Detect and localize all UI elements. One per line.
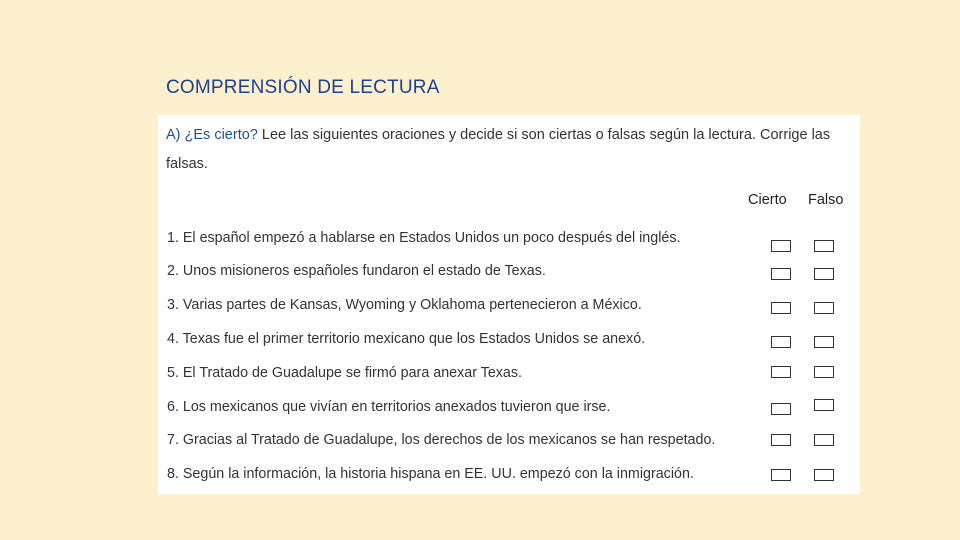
statement-1: 1. El español empezó a hablarse en Estados Unidos un poco después del inglés. — [167, 230, 681, 246]
falso-checkbox-3[interactable] — [814, 302, 834, 314]
exercise-card — [158, 115, 860, 494]
statement-4: 4. Texas fue el primer territorio mexicano que los Estados Unidos se anexó. — [167, 331, 646, 347]
statement-3: 3. Varias partes de Kansas, Wyoming y Oklahoma pertenecieron a México. — [167, 297, 642, 313]
falso-checkbox-2[interactable] — [814, 268, 834, 280]
falso-checkbox-7[interactable] — [814, 434, 834, 446]
falso-checkbox-4[interactable] — [814, 336, 834, 348]
statement-8: 8. Según la información, la historia hispana en EE. UU. empezó con la inmigración. — [167, 466, 694, 482]
page-title: COMPRENSIÓN DE LECTURA — [166, 77, 440, 98]
cierto-checkbox-2[interactable] — [771, 268, 791, 280]
instructions-text: Lee las siguientes oraciones y decide si son ciertas o falsas según la lectura. Corrige las falsas. — [166, 127, 831, 172]
statement-2: 2. Unos misioneros españoles fundaron el estado de Texas. — [167, 263, 546, 279]
statement-5: 5. El Tratado de Guadalupe se firmó para anexar Texas. — [167, 365, 522, 381]
instructions — [166, 121, 846, 179]
column-header-falso: Falso — [808, 192, 844, 208]
cierto-checkbox-4[interactable] — [771, 336, 791, 348]
cierto-checkbox-8[interactable] — [771, 469, 791, 481]
cierto-checkbox-7[interactable] — [771, 434, 791, 446]
cierto-checkbox-5[interactable] — [771, 366, 791, 378]
cierto-checkbox-6[interactable] — [771, 403, 791, 415]
statement-7: 7. Gracias al Tratado de Guadalupe, los derechos de los mexicanos se han respetado. — [167, 432, 716, 448]
falso-checkbox-6[interactable] — [814, 399, 834, 411]
cierto-checkbox-1[interactable] — [771, 240, 791, 252]
falso-checkbox-1[interactable] — [814, 240, 834, 252]
falso-checkbox-5[interactable] — [814, 366, 834, 378]
cierto-checkbox-3[interactable] — [771, 302, 791, 314]
falso-checkbox-8[interactable] — [814, 469, 834, 481]
statement-6: 6. Los mexicanos que vivían en territorios anexados tuvieron que irse. — [167, 399, 611, 415]
column-header-cierto: Cierto — [748, 192, 787, 208]
instructions-lead: A) ¿Es cierto? — [166, 127, 258, 143]
